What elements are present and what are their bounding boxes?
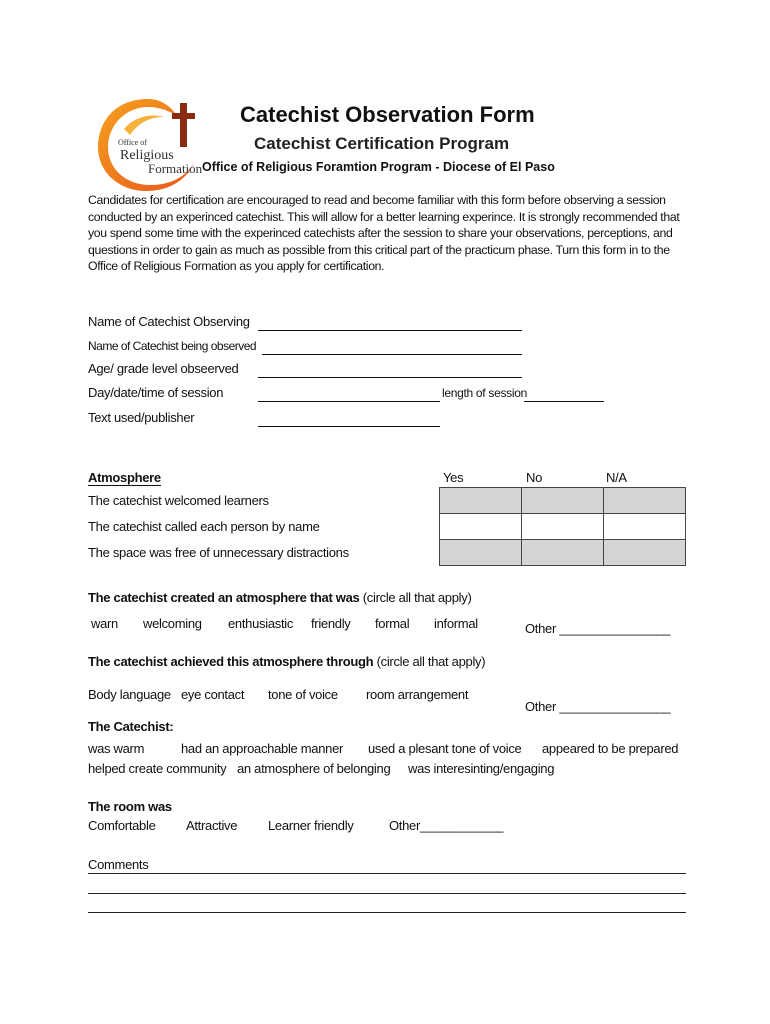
through-other[interactable]: Other ________________ xyxy=(525,699,671,714)
atmosphere-row-label: The catechist welcomed learners xyxy=(88,493,269,508)
datetime-line[interactable] xyxy=(258,401,440,402)
option-approachable-manner[interactable]: had an approachable manner xyxy=(181,741,344,756)
form-subtitle: Catechist Certification Program xyxy=(254,134,510,153)
form-title: Catechist Observation Form xyxy=(240,102,535,127)
through-question xyxy=(88,654,485,669)
age-grade-line[interactable] xyxy=(258,377,522,378)
checkbox-cell[interactable] xyxy=(440,514,522,540)
datetime-label: Day/date/time of session xyxy=(88,385,224,400)
option-interesting[interactable]: was interesinting/engaging xyxy=(408,761,555,776)
through-heading: The catechist achieved this atmosphere through xyxy=(88,654,374,669)
option-friendly[interactable]: friendly xyxy=(311,616,351,631)
observed-label: Name of Catechist being observed xyxy=(88,339,257,353)
text-used-line[interactable] xyxy=(258,426,440,427)
created-question xyxy=(88,590,471,605)
comment-line[interactable] xyxy=(88,912,686,913)
comment-line[interactable] xyxy=(88,873,686,874)
text-used-label: Text used/publisher xyxy=(88,410,195,425)
atmosphere-row-label: The space was free of unnecessary distractions xyxy=(88,545,349,560)
atmosphere-grid xyxy=(439,487,686,566)
room-other[interactable]: Other____________ xyxy=(389,818,504,833)
checkbox-cell[interactable] xyxy=(440,540,522,566)
comments-label: Comments xyxy=(88,857,149,872)
option-enthusiastic[interactable]: enthusiastic xyxy=(228,616,294,631)
table-row xyxy=(440,488,686,514)
atmosphere-row-label: The catechist called each person by name xyxy=(88,519,320,534)
option-plesant-tone[interactable]: used a plesant tone of voice xyxy=(368,741,522,756)
length-line[interactable] xyxy=(524,401,604,402)
option-learner-friendly[interactable]: Learner friendly xyxy=(268,818,354,833)
created-heading: The catechist created an atmosphere that was xyxy=(88,590,360,605)
intro-paragraph: Candidates for certification are encouraged to read and become familiar with this form before observing a session conducted by an experinced catechist. This will allow for a better learning experince. It is strongly recommended that you spend some time with the experinced catechists after the session to share your observations, perceptions, and questions in order to gain as much as possible from this critical part of the practicum phase. Turn this form in to the Office of Religious Formation as you apply for certification. xyxy=(88,193,680,273)
option-body-language[interactable]: Body language xyxy=(88,687,171,702)
checkbox-cell[interactable] xyxy=(604,488,686,514)
option-formal[interactable]: formal xyxy=(375,616,410,631)
option-room-arrangement[interactable]: room arrangement xyxy=(366,687,469,702)
age-grade-label: Age/ grade level obseerved xyxy=(88,361,239,376)
observer-line[interactable] xyxy=(258,330,522,331)
option-welcoming[interactable]: welcoming xyxy=(143,616,202,631)
option-informal[interactable]: informal xyxy=(434,616,478,631)
checkbox-cell[interactable] xyxy=(522,514,604,540)
catechist-heading: The Catechist: xyxy=(88,719,174,734)
table-row xyxy=(440,540,686,566)
comment-line[interactable] xyxy=(88,893,686,894)
option-attractive[interactable]: Attractive xyxy=(186,818,238,833)
option-warn[interactable]: warn xyxy=(91,616,118,631)
svg-text:Office of: Office of xyxy=(118,138,147,147)
option-create-community[interactable]: helped create community xyxy=(88,761,227,776)
observer-label: Name of Catechist Observing xyxy=(88,314,250,329)
svg-text:Formation: Formation xyxy=(148,161,203,176)
col-no: No xyxy=(526,470,543,485)
checkbox-cell[interactable] xyxy=(604,514,686,540)
option-prepared[interactable]: appeared to be prepared xyxy=(542,741,679,756)
col-yes: Yes xyxy=(443,470,464,485)
atmosphere-heading: Atmosphere xyxy=(88,470,161,485)
checkbox-cell[interactable] xyxy=(522,540,604,566)
option-atmosphere-belonging[interactable]: an atmosphere of belonging xyxy=(237,761,391,776)
office-name: Office of Religious Foramtion Program - Diocese of El Paso xyxy=(202,160,555,174)
option-eye-contact[interactable]: eye contact xyxy=(181,687,245,702)
checkbox-cell[interactable] xyxy=(440,488,522,514)
observed-line[interactable] xyxy=(262,354,522,355)
created-note: (circle all that apply) xyxy=(362,590,472,605)
col-na: N/A xyxy=(606,470,627,485)
option-tone-of-voice[interactable]: tone of voice xyxy=(268,687,338,702)
through-note: (circle all that apply) xyxy=(376,654,486,669)
option-was-warm[interactable]: was warm xyxy=(88,741,145,756)
created-other[interactable]: Other ________________ xyxy=(525,621,671,636)
svg-text:Religious: Religious xyxy=(120,148,174,163)
office-of-religious-formation-logo xyxy=(84,93,212,197)
checkbox-cell[interactable] xyxy=(522,488,604,514)
table-row xyxy=(440,514,686,540)
room-heading: The room was xyxy=(88,799,172,814)
checkbox-cell[interactable] xyxy=(604,540,686,566)
length-label: length of session xyxy=(442,386,527,400)
option-comfortable[interactable]: Comfortable xyxy=(88,818,156,833)
